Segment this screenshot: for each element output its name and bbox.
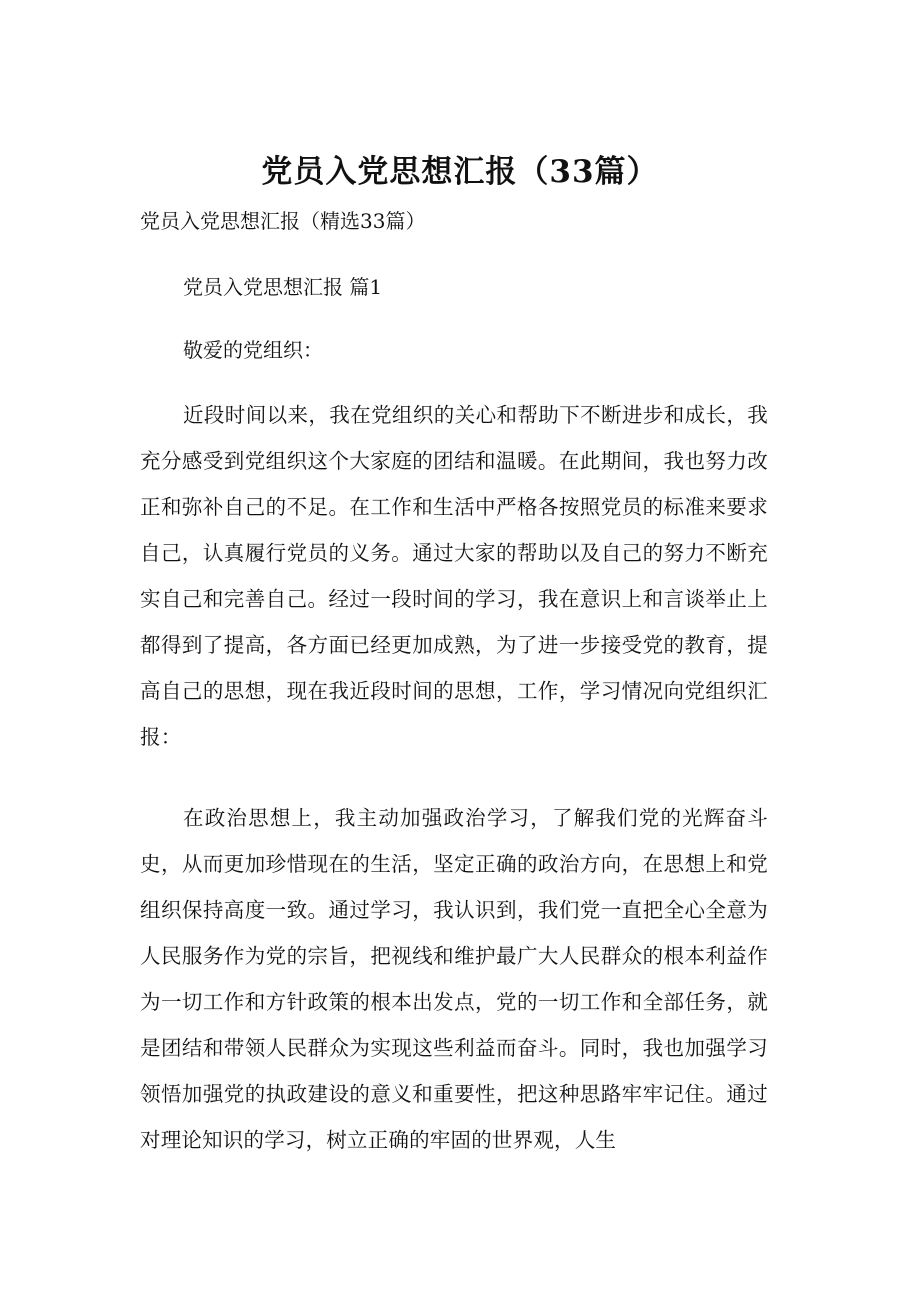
document-subtitle: 党员入党思想汇报（精选33篇） [140, 209, 426, 233]
body-paragraph: 在政治思想上，我主动加强政治学习，了解我们党的光辉奋斗史，从而更加珍惜现在的生活，坚定正确的政治方向，在思想上和党组织保持高度一致。通过学习，我认识到，我们党一直把全心全意为人民服务作为党的宗旨，把视线和维护最广大人民群众的根本利益作为一切工作和方针政策的根本出发点，党的一切工作和全部任务，就是团结和带领人民群众为实现这些利益而奋斗。同时，我也加强学习领悟加强党的执政建设的意义和重要性，把这种思路牢牢记住。通过对理论知识的学习，树立正确的牢固的世界观，人生 [140, 806, 768, 1152]
section-heading: 党员入党思想汇报 篇1 [183, 275, 383, 299]
body-paragraph: 近段时间以来，我在党组织的关心和帮助下不断进步和成长，我充分感受到党组织这个大家庭的团结和温暖。在此期间，我也努力改正和弥补自己的不足。在工作和生活中严格各按照党员的标准来要求自己，认真履行党员的义务。通过大家的帮助以及自己的努力不断充实自己和完善自己。经过一段时间的学习，我在意识上和言谈举止上都得到了提高，各方面已经更加成熟，为了进一步接受党的教育，提高自己的思想，现在我近段时间的思想，工作，学习情况向党组织汇报： [140, 403, 768, 749]
document-title: 党员入党思想汇报（33篇） [261, 154, 659, 190]
salutation: 敬爱的党组织： [183, 338, 323, 362]
